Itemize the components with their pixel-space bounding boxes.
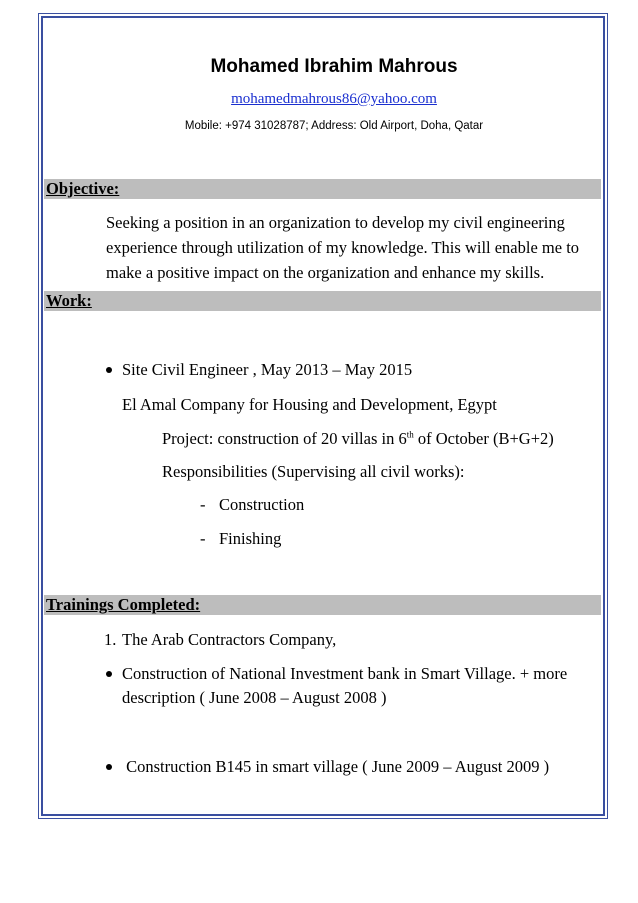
work-responsibilities: Responsibilities (Supervising all civil works): [162,462,465,481]
objective-line-3: make a positive impact on the organization and enhance my skills. [106,263,545,282]
objective-line-2: experience through utilization of my knowledge. This will enable me to [106,238,580,257]
task-dash: - [200,495,206,514]
training-company: The Arab Contractors Company, [122,630,337,649]
work-section-bar [44,291,601,311]
trainings-heading: Trainings Completed: [46,595,201,614]
work-project-text-end: of October (B+G+2) [413,429,554,448]
contact-info: Mobile: +974 31028787; Address: Old Airport, Doha, Qatar [184,120,484,132]
training-item-2: Construction B145 in smart village ( June 2009 – August 2009 ) [122,757,550,776]
bullet-icon [106,764,112,770]
training-item-1-line-2: description ( June 2008 – August 2008 ) [122,688,387,707]
numbered-marker: 1. [104,630,117,649]
task-item: Construction [219,495,305,514]
work-project-superscript: th [406,429,414,440]
email-link[interactable]: mohamedmahrous86@yahoo.com [231,91,437,107]
bullet-icon [106,671,112,677]
objective-line-1: Seeking a position in an organization to develop my civil engineering [106,213,565,232]
work-heading: Work: [46,291,92,310]
work-project-text: Project: construction of 20 villas in 6 [162,429,407,448]
work-project [162,429,554,449]
training-item-1-line-1: Construction of National Investment bank in Smart Village. + more [122,664,568,683]
bullet-icon [106,367,112,373]
resume-name: Mohamed Ibrahim Mahrous [210,56,458,77]
objective-heading: Objective: [46,179,120,198]
work-company: El Amal Company for Housing and Development, Egypt [122,395,497,414]
task-dash: - [200,529,206,548]
work-position: Site Civil Engineer , May 2013 – May 2015 [122,360,413,379]
objective-section-bar [44,179,601,199]
task-item: Finishing [219,529,282,548]
